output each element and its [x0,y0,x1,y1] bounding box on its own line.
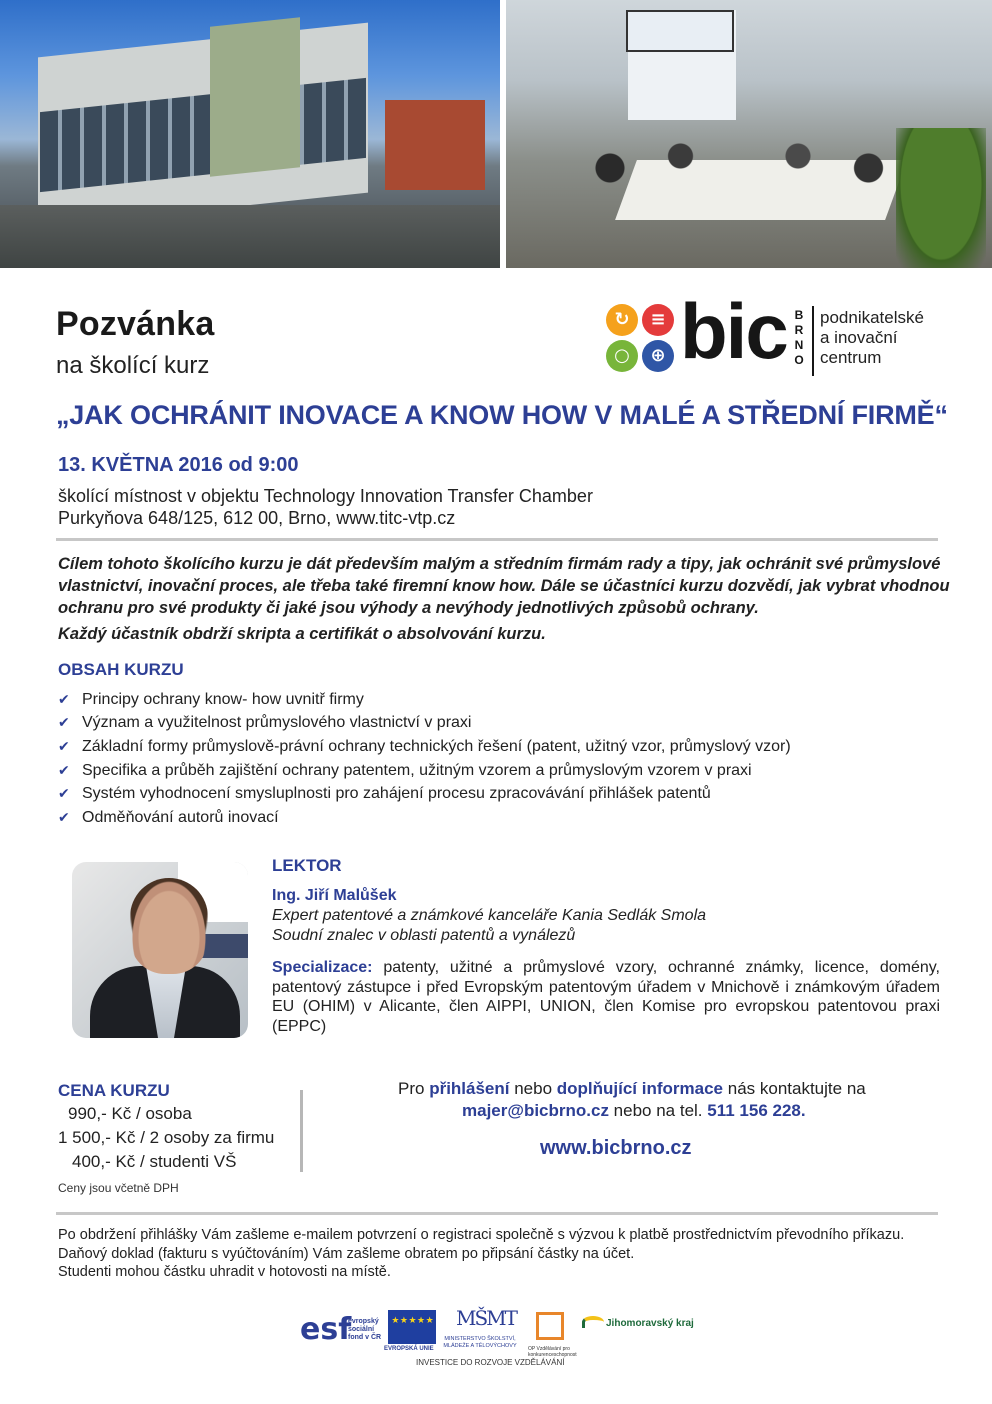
list-item: ✔ Odměňování autorů inovací [58,808,279,826]
list-item: ✔ Specifika a průběh zajištění ochrany patentem, užitným vzorem a průmyslovým vzorem v praxi [58,761,752,779]
lecturer-role-2: Soudní znalec v oblasti patentů a vynálezů [272,927,576,944]
course-intro: Cílem tohoto školícího kurzu je dát především malým a středním firmám rady a tipy, jak ochránit své průmyslové vlastnictví, inovační proces, ale třeba také firemní know how. Dále se účastníci kurzu dozvědí, jak vybrat vhodnou ochranu pro své produkty či jaké jsou výhody a nevýhody jednotlivých způsobů ochrany. [58,555,950,617]
jmk-logo-icon [582,1316,604,1328]
check-icon: ✔ [58,738,70,755]
recycle-icon: ↻ [606,304,638,336]
esf-logo: esf evropský sociální fond v ČR [300,1312,382,1347]
lecturer-name: Ing. Jiří Malůšek [272,887,397,904]
eu-label: EVROPSKÁ UNIE [384,1346,434,1352]
eu-flag-icon: ★ ★ ★ ★ ★ [388,1310,436,1344]
lecturer-photo [72,862,248,1038]
logo-city: B R N O [794,308,804,367]
msmt-text: MINISTERSTVO ŠKOLSTVÍ, MLÁDEŽE A TĚLOVÝCHOVY [443,1336,517,1349]
lecturer-heading: LEKTOR [272,856,342,875]
check-icon: ✔ [58,715,70,732]
website-link[interactable]: www.bicbrno.cz [540,1137,692,1159]
contact-text: Pro přihlášení nebo doplňující informace nás kontaktujte na [398,1079,866,1098]
logo-divider [812,306,814,376]
list-item: ✔ Význam a využitelnost průmyslového vlastnictví v praxi [58,714,472,732]
speech-bubble-icon: ○ [606,340,638,372]
op-text: OP Vzdělávání pro konkurenceschopnost [528,1346,577,1358]
divider [56,1212,938,1215]
check-icon: ✔ [58,691,70,708]
check-icon: ✔ [58,786,70,803]
check-icon: ✔ [58,809,70,826]
price-line: 1 500,- Kč / 2 osoby za firmu [58,1128,275,1147]
divider [56,538,938,541]
header-photos [0,0,992,268]
price-line: 400,- Kč / studenti VŠ [72,1152,237,1171]
contact-details: majer@bicbrno.cz nebo na tel. 511 156 228. [462,1101,806,1120]
bic-brno-logo [606,287,942,380]
op-logo [536,1312,564,1340]
check-icon: ✔ [58,762,70,779]
certificate-note: Každý účastník obdrží skripta a certifikát o absolvování kurzu. [58,625,546,643]
books-icon: ≡ [642,304,674,336]
training-room-photo [506,0,992,268]
sponsor-logos [300,1306,700,1376]
invitation-title: Pozvánka [56,305,215,343]
contents-heading: OBSAH KURZU [58,660,184,679]
venue-line: školící místnost v objektu Technology Innovation Transfer Chamber [58,486,593,506]
lecturer-specialization: Specializace: patenty, užitné a průmyslové vzory, ochranné známky, licence, domény, patentový zástupce i před Evropským patentovým úřadem v Mnichově i známkovým úřadem EU (OHIM) v Alicante, člen AIPPI, UNION, člen Komise pro evropskou patentovou praxi (EPPC) [272,959,940,1035]
address-line: Purkyňova 648/125, 612 00, Brno, www.titc-vtp.cz [58,508,456,528]
price-line: 990,- Kč / osoba [68,1104,192,1123]
msmt-logo: MŠMT [456,1306,516,1330]
phone-number: 511 156 228 [707,1101,801,1120]
logo-word: bic [680,287,787,375]
footer-note: Po obdržení přihlášky Vám zašleme e-mailem potvrzení o registraci společně s výzvou k platbě prostřednictvím převodního příkazu. Daňový doklad (fakturu s vyúčtováním) Vám zašleme obratem po připsání částky na účet. Studenti mohou částku uhradit v hotovosti na místě. [58,1227,905,1280]
course-date: 13. KVĚTNA 2016 od 9:00 [58,454,299,476]
contents-list [58,688,791,830]
jmk-text: Jihomoravský kraj [606,1318,694,1329]
list-item: ✔ Systém vyhodnocení smysluplnosti pro zahájení procesu zpracovávání přihlášek patentů [58,785,711,803]
course-headline: „JAK OCHRÁNIT INOVACE A KNOW HOW V MALÉ A STŘEDNÍ FIRMĚ“ [56,400,948,430]
price-heading: CENA KURZU [58,1081,170,1100]
email-link[interactable]: majer@bicbrno.cz [462,1101,609,1120]
list-item: ✔ Základní formy průmyslově-právní ochrany technických řešení (patent, užitný vzor, průmyslový vzor) [58,737,791,755]
logo-text: podnikatelské a inovační centrum [820,308,924,367]
list-item: ✔ Principy ochrany know- how uvnitř firmy [58,690,364,708]
lecturer-role: Expert patentové a známkové kanceláře Kania Sedlák Smola [272,907,707,924]
globe-icon: ⊕ [642,340,674,372]
price-note: Ceny jsou včetně DPH [58,1181,179,1195]
building-photo [0,0,500,268]
invitation-subtitle: na školící kurz [56,352,210,379]
vertical-divider [300,1090,303,1172]
sponsor-tagline: INVESTICE DO ROZVOJE VZDĚLÁVÁNÍ [416,1358,565,1367]
